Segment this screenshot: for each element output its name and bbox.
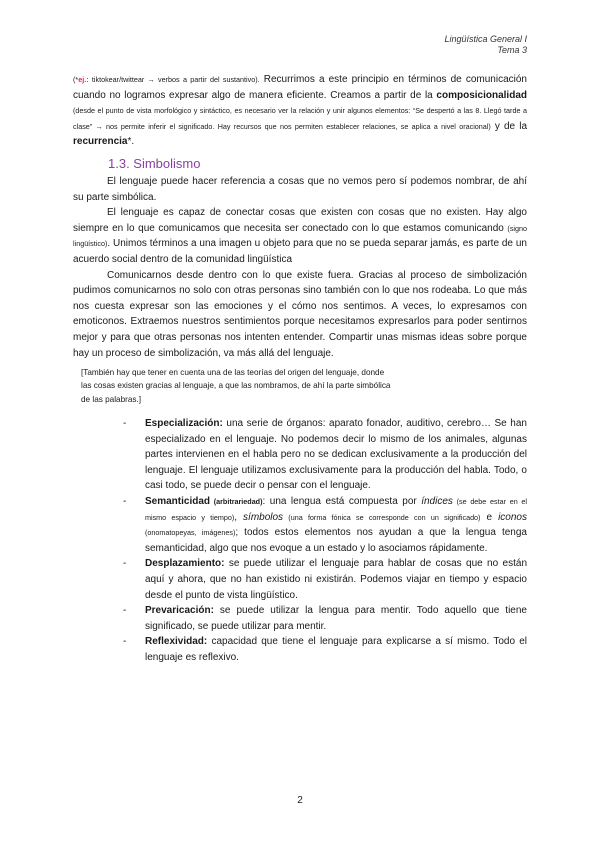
list-dash: -: [123, 605, 127, 617]
term-recurrencia: recurrencia: [73, 136, 128, 148]
document-body: [73, 72, 527, 665]
list-dash: -: [123, 558, 127, 570]
list-term: Prevaricación:: [145, 605, 214, 617]
list-item-prevaricacion: [123, 603, 527, 634]
term-iconos: iconos: [498, 511, 527, 523]
bracket-note: [81, 366, 527, 406]
list-note: (onomatopeyas, imágenes): [145, 528, 236, 538]
note-line: de las palabras.]: [81, 394, 142, 404]
note-line: [También hay que tener en cuenta una de las teorías del origen del lenguaje, donde: [81, 368, 385, 378]
list-text: ,: [234, 511, 244, 523]
page-number: 2: [297, 795, 303, 806]
list-note: (arbitrariedad): [210, 496, 263, 506]
list-term: Desplazamiento:: [145, 558, 225, 570]
list-dash: -: [123, 495, 127, 507]
paragraph-comunicarnos: Comunicarnos desde dentro con lo que existe fuera. Gracias al proceso de simbolización pudimos comunicarnos no solo con otras personas sino también con lo que nos rodeaba. Lo que más nos cuesta expresar son las emociones y el cómo nos sentimos. A veces, lo expresamos con emoticonos. Extraemos nuestros sentimientos porque necesitamos expresarlos para poder sentirnos mejor y para que otras personas nos intenten entender. Compartir unas mismas ideas sobre porque hay un proceso de simbolización, va más allá del lenguaje.: [73, 269, 527, 359]
list-text: ; todos estos elementos nos ayudan a que la lengua tenga semanticidad, algo que nos evoque a un estado y lo asociamos rápidamente.: [145, 527, 527, 554]
list-note: (una forma fónica se corresponde con un significado): [283, 512, 481, 522]
list-text: : una lengua está compuesta por: [262, 495, 422, 507]
term-composicionalidad: composicionalidad: [436, 89, 527, 101]
list-text: se puede utilizar la lengua para mentir. Todo aquello que tiene significado, se puede utilizar para mentir.: [145, 605, 527, 632]
note-line: las cosas existen gracias al lenguaje, a que las nombramos, de ahí la parte simbólica: [81, 381, 391, 391]
list-item-semanticidad: [123, 494, 527, 556]
example-text: tiktokear/twittear → verbos a partir del sustantivo).: [88, 75, 260, 84]
list-text: se puede utilizar el lenguaje para hablar de cosas que no están aquí y ahora, que no han existido ni existirán. Podemos viajar en tiempo y espacio desde el punto de vista lingüístico.: [145, 558, 527, 601]
list-item-especializacion: [123, 416, 527, 494]
list-item-desplazamiento: [123, 556, 527, 603]
list-text: una serie de órganos: aparato fonador, auditivo, cerebro… Se han especializado en el lenguaje. No podemos decir lo mismo de los animales, algunas partes intervienen en el habla pero no se dedican exclusivamente a la producción del lenguaje. El lenguaje utilizamos exclusivamente para la producción del habla. Todo, o casi todo, se puede decir o pensar con el lenguaje.: [145, 417, 527, 492]
note-composicionalidad: (desde el punto de vista morfológico y sintáctico, es necesario ver la relación y unir algunos elementos: “Se despertó a las 8. Llegó tarde a clase” → nos permite inferir el significado. Hay recursos que nos permiten establecer relaciones, se aplica a nivel oracional): [73, 106, 527, 131]
example-open: (*: [73, 75, 79, 84]
paragraph-conectar: [73, 205, 527, 267]
text-run: . Unimos términos a una imagen u objeto para que no se pueda separar jamás, es parte de un acuerdo social dentro de la comunidad lingüística: [73, 238, 527, 265]
header-subject: Lingüística General I: [444, 34, 527, 44]
text-run: Recurrimos a este principio en términos de comunicación cuando no logramos expresar algo de manera eficiente. Creamos a partir de la: [73, 74, 527, 101]
term-simbolos: símbolos: [243, 511, 284, 523]
text-run: *.: [127, 136, 135, 148]
list-dash: -: [123, 636, 127, 648]
note-signo: (signo lingüístico): [73, 223, 527, 249]
term-indices: índices: [421, 495, 453, 507]
page-header: [444, 34, 527, 56]
paragraph-simbolica: El lenguaje puede hacer referencia a cosas que no vemos pero sí podemos nombrar, de ahí su parte simbólica.: [73, 175, 527, 203]
section-title: 1.3. Simbolismo: [108, 155, 201, 171]
example-label: ej.:: [78, 75, 89, 84]
list-item-reflexividad: [123, 634, 527, 665]
list-term: Reflexividad:: [145, 636, 208, 648]
list-dash: -: [123, 417, 127, 429]
list-text: capacidad que tiene el lenguaje para explicarse a sí mismo. Todo el lenguaje es reflexivo.: [145, 636, 527, 663]
properties-list: [73, 416, 527, 666]
list-term: Semanticidad: [145, 495, 211, 507]
text-run: El lenguaje es capaz de conectar cosas que existen con cosas que no existen. Hay algo siempre en lo que comunicamos que necesita ser conectado con lo que estamos comunicando: [73, 207, 527, 234]
paragraph-composicionalidad: [73, 72, 527, 150]
list-note: (se debe estar en el mismo espacio y tiempo): [145, 496, 528, 522]
list-term: Especialización:: [145, 417, 223, 429]
text-run: y de la: [490, 120, 528, 132]
list-text: e: [480, 511, 499, 523]
header-topic: Tema 3: [497, 45, 527, 55]
